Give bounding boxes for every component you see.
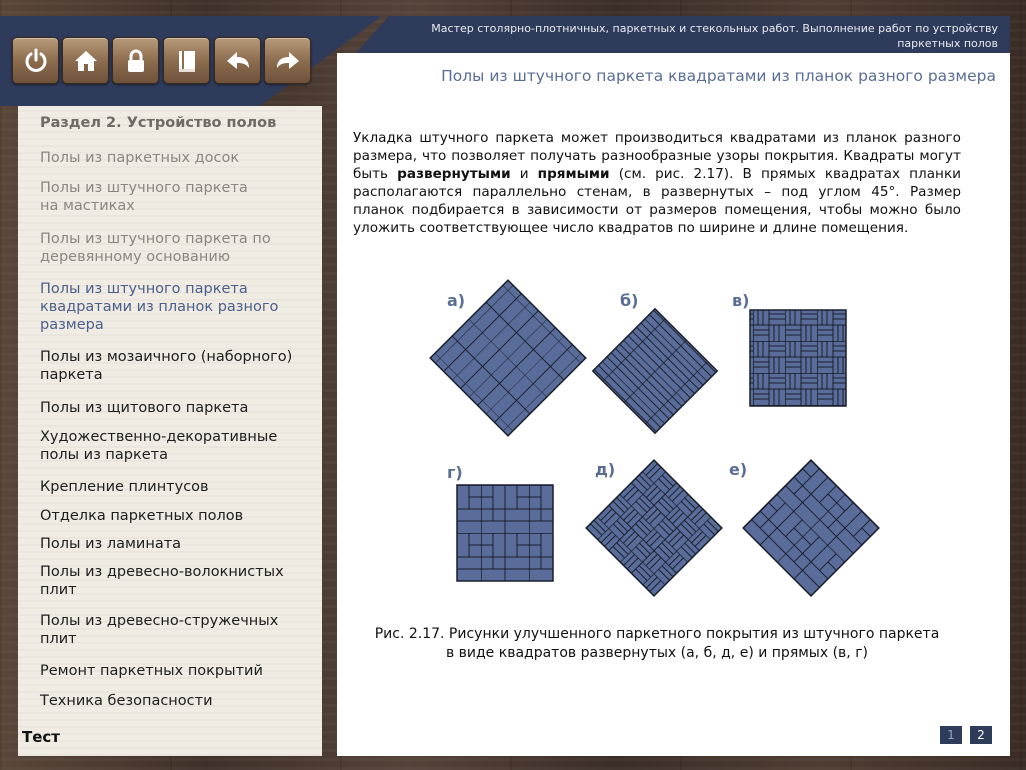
power-button[interactable] (12, 37, 59, 84)
sidebar-item-repair[interactable]: Ремонт паркетных покрытий (40, 663, 263, 679)
sidebar-item-squares[interactable]: Полы из штучного паркета квадратами из планок разного размера (40, 281, 279, 333)
figure-label-g: г) (447, 463, 463, 482)
sidebar-item-parquet-boards[interactable]: Полы из паркетных досок (40, 150, 240, 166)
sidebar-item-particleboard[interactable]: Полы из древесно-стружечных плит (40, 613, 279, 647)
caption-line-2: в виде квадратов развернутых (а, б, д, е) и прямых (в, г) (445, 645, 869, 661)
intro-text-2: (см. рис. 2.17). В прямых квадратах планки располагаются параллельно стенам, в развернутых – под углом 45°. Размер планок подбирается в зависимости от размеров помещения, чтобы можно было уложить соответствующее число квадратов по ширине и длине помещения. (353, 166, 961, 236)
home-icon (72, 47, 100, 75)
figure-label-b: б) (620, 291, 639, 310)
caption-line-1: Рис. 2.17. Рисунки улучшенного паркетного покрытия из штучного паркета (374, 626, 940, 642)
pattern-b (593, 309, 717, 433)
page-button-2[interactable]: 2 (970, 726, 992, 744)
sidebar-item-wood-base[interactable]: Полы из штучного паркета по деревянному основанию (40, 231, 271, 265)
pattern-g (457, 485, 553, 581)
figure-label-a: а) (447, 291, 466, 310)
page-title: Полы из штучного паркета квадратами из планок разного размера (441, 67, 996, 85)
forward-arrow-icon (274, 47, 302, 75)
page-button-1[interactable]: 1 (940, 726, 962, 744)
sidebar-item-decorative[interactable]: Художественно-декоративные полы из паркета (40, 429, 278, 463)
forward-button[interactable] (264, 37, 311, 84)
figure-label-v: в) (732, 291, 750, 310)
back-button[interactable] (214, 37, 261, 84)
figure-caption (367, 625, 947, 663)
back-arrow-icon (224, 47, 252, 75)
sidebar-item-finishing[interactable]: Отделка паркетных полов (40, 508, 244, 524)
sidebar-item-panel-parquet[interactable]: Полы из щитового паркета (40, 400, 249, 416)
intro-bold-rotated: развернутыми (397, 166, 511, 182)
sidebar-item-safety[interactable]: Техника безопасности (40, 693, 213, 709)
sidebar-item-mastic[interactable]: Полы из штучного паркета на мастиках (40, 180, 248, 214)
lock-icon (122, 47, 150, 75)
sidebar-section-title: Раздел 2. Устройство полов (40, 115, 277, 131)
intro-text-and: и (510, 166, 538, 182)
intro-bold-straight: прямыми (537, 166, 610, 182)
sidebar-item-baseboards[interactable]: Крепление плинтусов (40, 479, 209, 495)
course-title: Мастер столярно-плотничных, паркетных и стекольных работ. Выполнение работ по устройству паркетных полов (431, 22, 998, 50)
figure-label-d: д) (595, 460, 616, 479)
sidebar (18, 106, 322, 756)
figure-label-e: е) (729, 460, 748, 479)
sidebar-item-mosaic[interactable]: Полы из мозаичного (наборного) паркета (40, 349, 293, 383)
pattern-v (750, 310, 846, 406)
book-button[interactable] (163, 37, 210, 84)
book-icon (173, 47, 201, 75)
lock-button[interactable] (112, 37, 159, 84)
sidebar-item-laminate[interactable]: Полы из ламината (40, 536, 182, 552)
sidebar-item-fiberboard[interactable]: Полы из древесно-волокнистых плит (40, 564, 284, 598)
intro-text-1: Укладка штучного паркета может производиться квадратами из планок разного размера, что позволяет получать разнообразные узоры покрытия. Квадраты могут быть (353, 130, 961, 182)
pattern-e (743, 460, 879, 596)
home-button[interactable] (62, 37, 109, 84)
test-link[interactable]: Тест (22, 728, 60, 746)
power-icon (22, 47, 50, 75)
content-panel (337, 53, 1010, 756)
pattern-d (586, 460, 722, 596)
